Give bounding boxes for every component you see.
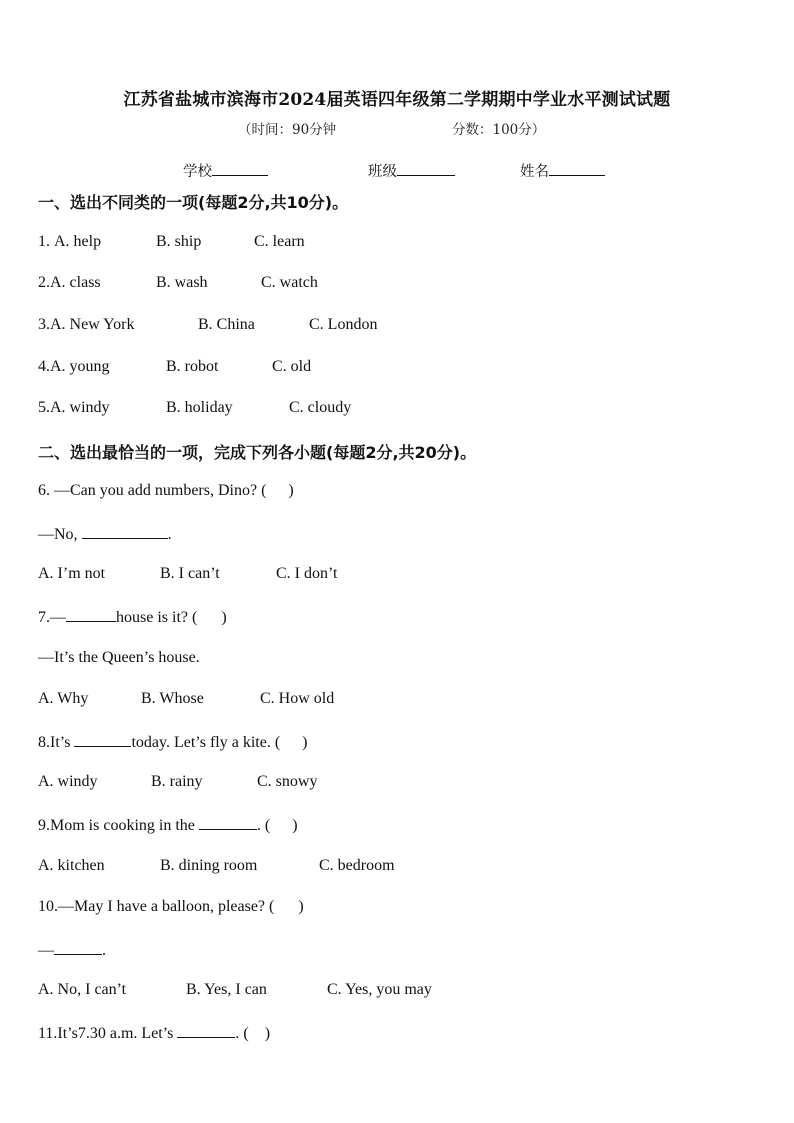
question-10-answer (38, 940, 106, 960)
question-7-answer: —It’s the Queen’s house. (38, 649, 200, 666)
q7-option-c[interactable]: C. How old (260, 690, 335, 707)
class-blank[interactable] (397, 161, 455, 176)
q7-prefix: 7.— (38, 609, 66, 626)
q7-suffix: house is it? ( (116, 609, 198, 626)
q6-answer-suffix: . (167, 526, 172, 543)
q6-answer-blank[interactable] (82, 524, 168, 539)
q5-number: 5. (38, 399, 50, 416)
name-field (520, 160, 605, 181)
class-label: 班级 (368, 164, 397, 180)
q8-paren-close: ) (302, 734, 308, 751)
q7-paren-close: ) (221, 609, 227, 626)
q9-paren-close: ) (292, 817, 298, 834)
q6-option-b[interactable]: B. I can’t (160, 565, 220, 582)
q8-blank[interactable] (74, 732, 131, 747)
q10-option-a[interactable]: A. No, I can’t (38, 981, 127, 998)
page-title: 江苏省盐城市滨海市2024届英语四年级第二学期期中学业水平测试试题 (123, 90, 671, 110)
q4-option-c[interactable]: C. old (272, 358, 312, 375)
q8-option-a[interactable]: A. windy (38, 773, 98, 790)
q7-option-b[interactable]: B. Whose (141, 690, 204, 707)
q4-number: 4. (38, 358, 50, 375)
q5-option-a[interactable]: A. windy (50, 399, 110, 416)
q8-option-c[interactable]: C. snowy (257, 773, 318, 790)
q5-option-b[interactable]: B. holiday (166, 399, 233, 416)
q7-option-a[interactable]: A. Why (38, 690, 89, 707)
q3-number: 3. (38, 316, 50, 333)
question-3 (38, 316, 378, 334)
q4-option-b[interactable]: B. robot (166, 358, 219, 375)
exam-time: （时间：90分钟 (238, 122, 337, 138)
q2-option-b[interactable]: B. wash (156, 274, 208, 291)
school-field (183, 160, 268, 181)
q5-option-c[interactable]: C. cloudy (289, 399, 352, 416)
q6-option-c[interactable]: C. I don’t (276, 565, 338, 582)
q1-option-b[interactable]: B. ship (156, 233, 202, 250)
q2-option-a[interactable]: A. class (50, 274, 101, 291)
q4-option-a[interactable]: A. young (50, 358, 110, 375)
q11-blank[interactable] (177, 1023, 235, 1038)
q1-number: 1. (38, 233, 54, 250)
q9-suffix: . ( (256, 817, 271, 834)
question-6-options (38, 565, 338, 583)
question-10-options (38, 981, 432, 999)
question-7-options (38, 690, 335, 708)
section2-heading: 二、选出最恰当的一项，完成下列各小题(每题2分,共20分)。 (38, 443, 477, 462)
school-label: 学校 (183, 164, 212, 180)
q6-text: 6. —Can you add numbers, Dino? ( (38, 482, 267, 499)
q9-option-c[interactable]: C. bedroom (319, 857, 395, 874)
q7-blank[interactable] (66, 607, 116, 622)
q11-suffix: . ( (235, 1025, 249, 1042)
exam-score: 分数：100分） (452, 122, 546, 138)
q3-option-a[interactable]: A. New York (50, 316, 135, 333)
question-4 (38, 358, 312, 376)
q6-paren-close: ) (288, 482, 294, 499)
q11-paren-close: ) (264, 1025, 271, 1042)
q10-option-b[interactable]: B. Yes, I can (186, 981, 267, 998)
q8-suffix: today. Let’s fly a kite. ( (131, 734, 281, 751)
question-10 (38, 898, 304, 916)
q9-blank[interactable] (199, 815, 257, 830)
q2-option-c[interactable]: C. watch (261, 274, 318, 291)
name-blank[interactable] (549, 161, 605, 176)
class-field (368, 160, 455, 181)
q1-option-a[interactable]: A. help (54, 233, 102, 250)
q9-option-b[interactable]: B. dining room (160, 857, 258, 874)
question-9-options (38, 857, 395, 875)
question-8 (38, 732, 307, 752)
question-2 (38, 274, 318, 292)
q3-option-c[interactable]: C. London (309, 316, 378, 333)
q8-option-b[interactable]: B. rainy (151, 773, 203, 790)
question-7 (38, 607, 227, 627)
school-blank[interactable] (212, 161, 268, 176)
section1-heading: 一、选出不同类的一项(每题2分,共10分)。 (38, 193, 349, 212)
q6-option-a[interactable]: A. I’m not (38, 565, 106, 582)
question-5 (38, 399, 352, 417)
q11-prefix: 11.It’s7.30 a.m. Let’s (38, 1025, 178, 1042)
question-9 (38, 815, 298, 835)
question-6 (38, 482, 294, 500)
question-1 (38, 233, 305, 251)
question-8-options (38, 773, 318, 791)
q10-answer-suffix: . (102, 942, 106, 959)
q10-answer-blank[interactable] (54, 940, 102, 955)
question-6-answer (38, 524, 172, 544)
q8-prefix: 8.It’s (38, 734, 75, 751)
q9-prefix: 9.Mom is cooking in the (38, 817, 199, 834)
q10-answer-prefix: — (38, 942, 54, 959)
q10-option-c[interactable]: C. Yes, you may (327, 981, 432, 998)
question-11 (38, 1023, 270, 1043)
q3-option-b[interactable]: B. China (198, 316, 255, 333)
q2-number: 2. (38, 274, 50, 291)
name-label: 姓名 (520, 164, 549, 180)
q9-option-a[interactable]: A. kitchen (38, 857, 105, 874)
q10-paren-close: ) (298, 898, 304, 915)
q6-answer-prefix: —No, (38, 526, 82, 543)
q10-text: 10.—May I have a balloon, please? ( (38, 898, 275, 915)
q1-option-c[interactable]: C. learn (254, 233, 305, 250)
